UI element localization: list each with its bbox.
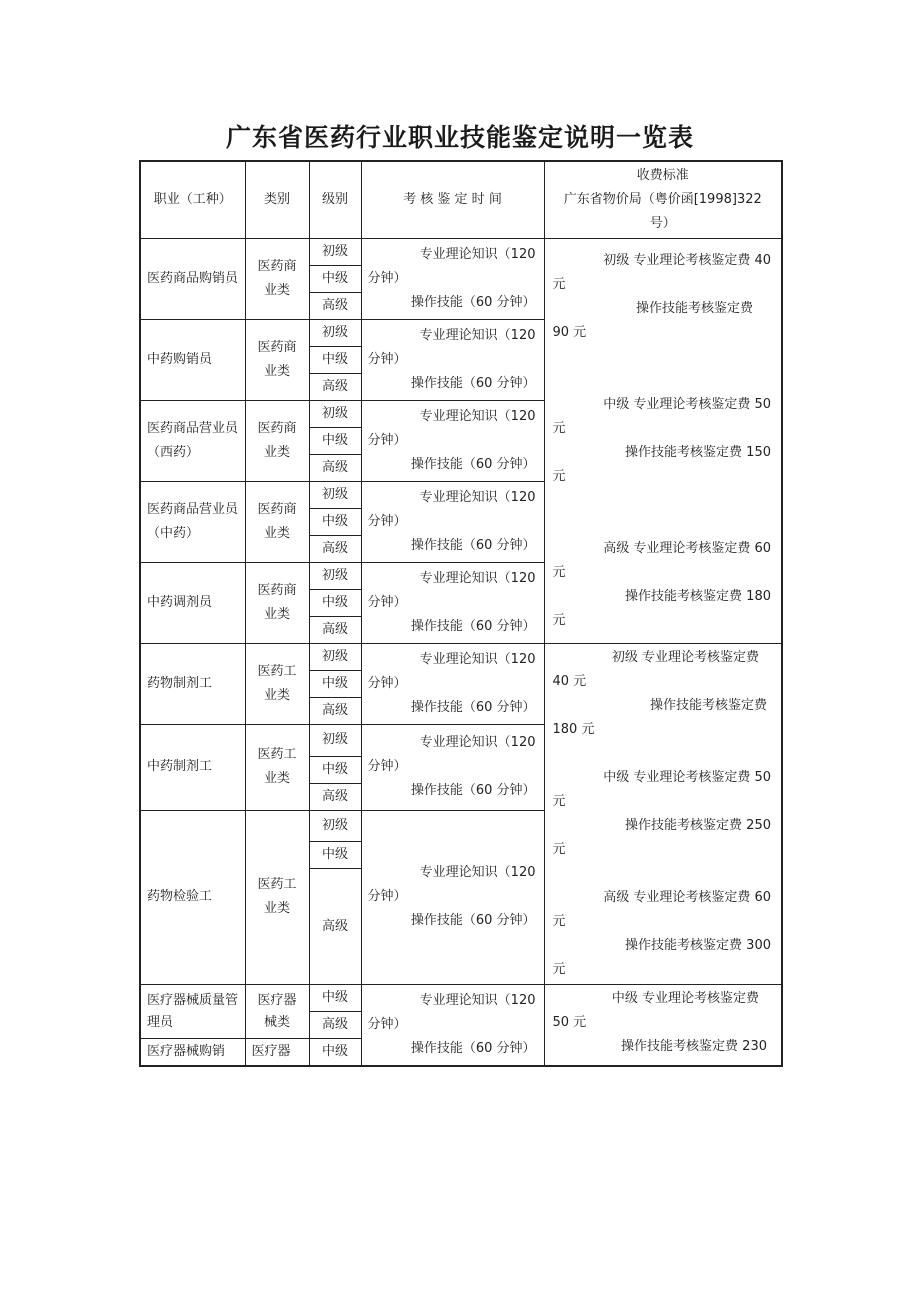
job-name: 中药购销员 (140, 320, 245, 401)
job-category: 医药商业类 (245, 482, 309, 563)
exam-theory: 专业理论知识（120 (419, 328, 536, 343)
fee-line: 中级 专业理论考核鉴定费 50 (603, 397, 771, 412)
exam-time-cell (361, 320, 544, 401)
level-cell: 高级 (309, 293, 361, 320)
fee-line: 元 (552, 613, 566, 628)
exam-time-cell (361, 725, 544, 811)
exam-practical: 操作技能（60 分钟） (410, 457, 536, 472)
level-cell: 高级 (309, 783, 361, 810)
level-cell: 中级 (309, 428, 361, 455)
exam-theory: 专业理论知识（120 (419, 571, 536, 586)
header-level: 级别 (309, 161, 361, 239)
level-cell: 初级 (309, 644, 361, 671)
exam-practical: 操作技能（60 分钟） (410, 295, 536, 310)
exam-theory-unit: 分钟） (367, 433, 407, 448)
job-category: 医药商业类 (245, 401, 309, 482)
exam-theory-unit: 分钟） (367, 1017, 407, 1032)
fee-line: 高级 专业理论考核鉴定费 60 (603, 890, 771, 905)
exam-time-cell (361, 482, 544, 563)
fee-line: 40 元 (552, 674, 587, 689)
exam-practical: 操作技能（60 分钟） (410, 619, 536, 634)
level-cell: 初级 (309, 810, 361, 842)
exam-theory: 专业理论知识（120 (419, 993, 536, 1008)
job-name-main: 医药商品营业员 (147, 421, 239, 436)
exam-theory-unit: 分钟） (367, 271, 407, 286)
level-cell: 初级 (309, 482, 361, 509)
exam-time-cell (361, 401, 544, 482)
exam-theory: 专业理论知识（120 (419, 735, 536, 751)
page-title: 广东省医药行业职业技能鉴定说明一览表 (225, 123, 694, 152)
level-cell: 高级 (309, 374, 361, 401)
job-category: 医药工业类 (245, 810, 309, 984)
job-name-sub: （中药） (147, 526, 200, 541)
level-cell: 中级 (309, 756, 361, 783)
level-cell: 高级 (309, 536, 361, 563)
level-cell: 中级 (309, 1039, 361, 1067)
header-category: 类别 (245, 161, 309, 239)
table-header (140, 161, 782, 239)
exam-time-cell (361, 985, 544, 1067)
level-cell: 中级 (309, 985, 361, 1012)
header-fee-line2: 广东省物价局（粤价函[1998]322 (563, 192, 762, 207)
job-name: 中药调剂员 (140, 563, 245, 644)
level-cell: 中级 (309, 671, 361, 698)
job-category: 医药工业类 (245, 644, 309, 725)
fee-line: 元 (552, 421, 566, 436)
fee-line: 初级 专业理论考核鉴定费 (611, 650, 759, 665)
level-cell: 中级 (309, 590, 361, 617)
fee-line: 初级 专业理论考核鉴定费 40 (603, 253, 771, 268)
exam-time-cell (361, 810, 544, 984)
exam-theory-unit: 分钟） (367, 595, 407, 610)
fee-line: 90 元 (552, 325, 587, 340)
job-name (140, 401, 245, 482)
header-occupation: 职业（工种） (140, 161, 245, 239)
header-exam-time: 考 核 鉴 定 时 间 (361, 161, 544, 239)
exam-theory: 专业理论知识（120 (419, 865, 536, 881)
exam-practical: 操作技能（60 分钟） (410, 783, 536, 799)
level-cell: 初级 (309, 563, 361, 590)
level-cell: 高级 (309, 1012, 361, 1039)
level-cell: 初级 (309, 725, 361, 757)
level-cell: 中级 (309, 509, 361, 536)
fee-line: 元 (552, 565, 566, 580)
fee-line: 元 (552, 794, 566, 809)
fee-line: 元 (552, 277, 566, 292)
job-category: 医疗器 (245, 1039, 309, 1067)
exam-time-cell (361, 644, 544, 725)
level-cell: 初级 (309, 239, 361, 266)
exam-theory: 专业理论知识（120 (419, 247, 536, 262)
exam-practical: 操作技能（60 分钟） (410, 700, 536, 715)
fee-line: 操作技能考核鉴定费 150 (625, 445, 771, 460)
job-category: 医疗器械类 (245, 985, 309, 1039)
level-cell: 初级 (309, 401, 361, 428)
exam-theory-unit: 分钟） (367, 889, 407, 905)
fee-line: 元 (552, 469, 566, 484)
level-cell: 高级 (309, 698, 361, 725)
exam-theory-unit: 分钟） (367, 514, 407, 529)
fee-line: 元 (552, 962, 566, 977)
level-cell: 中级 (309, 347, 361, 374)
exam-theory-unit: 分钟） (367, 759, 407, 775)
fee-line: 操作技能考核鉴定费 250 (625, 818, 771, 833)
level-cell: 中级 (309, 842, 361, 869)
level-cell: 高级 (309, 455, 361, 482)
level-cell: 高级 (309, 617, 361, 644)
fee-industrial (544, 644, 782, 985)
fee-line: 元 (552, 842, 566, 857)
exam-time-cell (361, 239, 544, 320)
fee-line: 180 元 (552, 722, 595, 737)
fee-line: 操作技能考核鉴定费 180 (625, 589, 771, 604)
header-fee (544, 161, 782, 239)
job-name: 药物检验工 (140, 810, 245, 984)
exam-theory: 专业理论知识（120 (419, 409, 536, 424)
job-name (140, 482, 245, 563)
exam-practical: 操作技能（60 分钟） (410, 538, 536, 553)
job-category: 医药商业类 (245, 320, 309, 401)
level-cell: 中级 (309, 266, 361, 293)
fee-devices (544, 985, 782, 1067)
skills-table (139, 160, 783, 1067)
fee-line: 高级 专业理论考核鉴定费 60 (603, 541, 771, 556)
header-fee-line1: 收费标准 (636, 168, 689, 183)
job-name: 医疗器械质量管理员 (140, 985, 245, 1039)
job-name-main: 医药商品营业员 (147, 502, 239, 517)
job-name: 药物制剂工 (140, 644, 245, 725)
job-category: 医药工业类 (245, 725, 309, 811)
exam-time-cell (361, 563, 544, 644)
exam-practical: 操作技能（60 分钟） (410, 376, 536, 391)
job-category: 医药商业类 (245, 563, 309, 644)
fee-line: 中级 专业理论考核鉴定费 50 (603, 770, 771, 785)
job-name-sub: （西药） (147, 445, 200, 460)
fee-line: 操作技能考核鉴定费 (649, 698, 767, 713)
exam-theory-unit: 分钟） (367, 352, 407, 367)
fee-line: 操作技能考核鉴定费 300 (625, 938, 771, 953)
job-name: 中药制剂工 (140, 725, 245, 811)
exam-theory-unit: 分钟） (367, 676, 407, 691)
exam-practical: 操作技能（60 分钟） (410, 1041, 536, 1056)
fee-commercial (544, 239, 782, 644)
header-fee-line3: 号） (649, 216, 676, 231)
job-category: 医药商业类 (245, 239, 309, 320)
exam-theory: 专业理论知识（120 (419, 490, 536, 505)
exam-practical: 操作技能（60 分钟） (410, 913, 536, 929)
fee-line: 元 (552, 914, 566, 929)
fee-line: 50 元 (552, 1015, 587, 1030)
fee-line: 操作技能考核鉴定费 230 (621, 1039, 767, 1054)
fee-line: 操作技能考核鉴定费 (635, 301, 753, 316)
fee-line: 中级 专业理论考核鉴定费 (611, 991, 759, 1006)
level-cell: 初级 (309, 320, 361, 347)
job-name: 医疗器械购销 (140, 1039, 245, 1067)
exam-theory: 专业理论知识（120 (419, 652, 536, 667)
job-name: 医药商品购销员 (140, 239, 245, 320)
level-cell: 高级 (309, 869, 361, 985)
